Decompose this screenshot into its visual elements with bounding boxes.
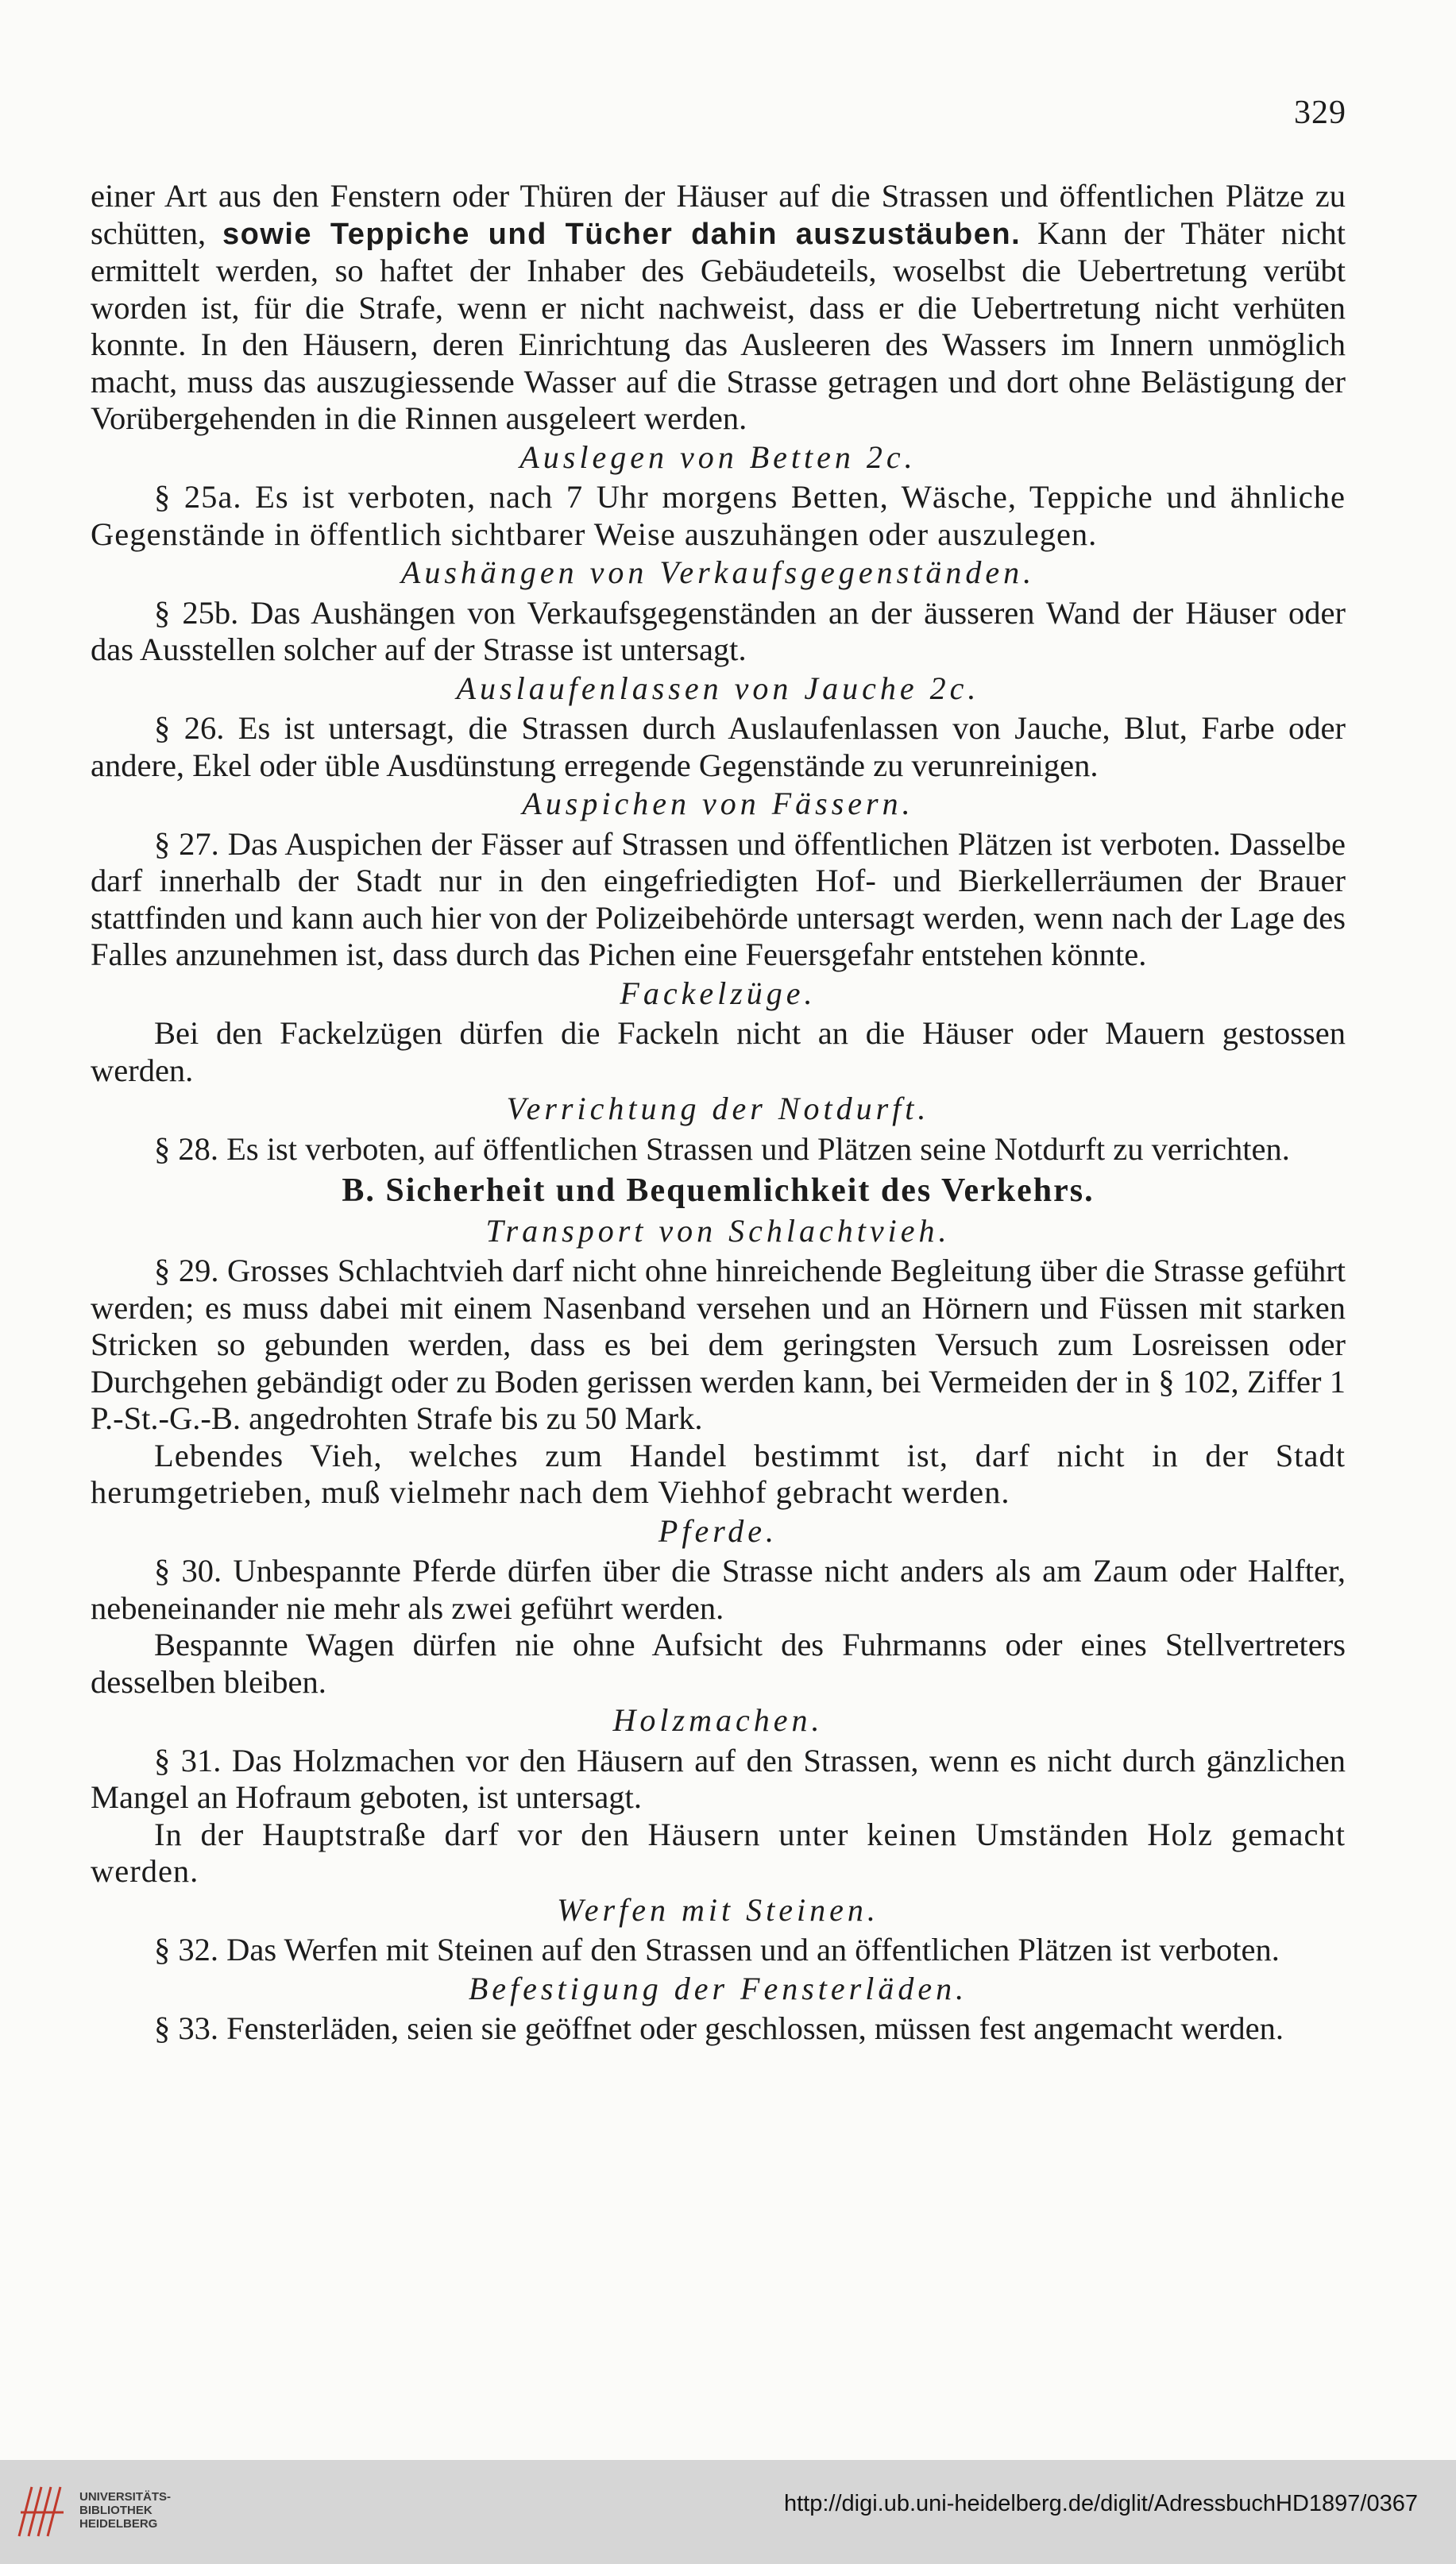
- emphasized-text: sowie Teppiche und Tücher dahin auszustäuben.: [222, 217, 1022, 251]
- heading-fackelzuege: Fackelzüge.: [620, 975, 817, 1011]
- heading-pferde: Pferde.: [658, 1512, 778, 1549]
- paragraph-31: § 31. Das Holzmachen vor den Häusern auf den Strassen, wenn es nicht durch gänzlichen Mangel an Hofraum geboten, ist untersagt.: [91, 1742, 1346, 1815]
- logo-line: BIBLIOTHEK: [79, 2504, 153, 2517]
- heading-fensterlaeden: Befestigung der Fensterläden.: [468, 1970, 968, 2006]
- heading-auspichen: Auspichen von Fässern.: [522, 786, 914, 821]
- heading-schlachtvieh: Transport von Schlachtvieh.: [485, 1212, 951, 1249]
- source-url-link[interactable]: http://digi.ub.uni-heidelberg.de/diglit/AdressbuchHD1897/0367: [783, 2491, 1418, 2516]
- library-logo[interactable]: [14, 2476, 173, 2547]
- paragraph-29: § 29. Grosses Schlachtvieh darf nicht ohne hinreichende Begleitung über die Strasse geführt werden; es muss dabei mit einem Nasenband versehen und an Hörnern und Füssen mit starken Stricken so gebunden werden, dass es bei dem geringsten Versuch zum Losreissen oder Durchgehen gebändigt oder zu Boden gerissen werden kann, bei Vermeiden der in § 102, Ziffer 1 P.-St.-G.-B. angedrohten Strafe bis zu 50 Mark.: [91, 1253, 1346, 1436]
- heading-auslegen-von-betten: Auslegen von Betten 2c.: [519, 438, 917, 475]
- heading-auslaufenlassen: Auslaufenlassen von Jauche 2c.: [456, 670, 980, 706]
- paragraph-hauptstrasse: In der Hauptstraße darf vor den Häusern unter keinen Umständen Holz gemacht werden.: [91, 1816, 1346, 1889]
- page-number: 329: [1294, 95, 1346, 131]
- footer-bar: [0, 2460, 1456, 2564]
- document-body: [91, 178, 1346, 2048]
- paragraph-lebendes-vieh: Lebendes Vieh, welches zum Handel bestimmt ist, darf nicht in der Stadt herumgetrieben, muß vielmehr nach dem Viehhof gebracht werden.: [91, 1437, 1346, 1510]
- paragraph-25a: § 25a. Es ist verboten, nach 7 Uhr morgens Betten, Wäsche, Teppiche und ähnliche Gegenstände in öffentlich sichtbarer Weise auszuhängen oder auszulegen.: [91, 479, 1346, 552]
- paragraph-30: § 30. Unbespannte Pferde dürfen über die Strasse nicht anders als am Zaum oder Halfter, nebeneinander nie mehr als zwei geführt werden.: [91, 1553, 1346, 1626]
- intro-text: einer Art aus den Fenstern oder Thüren der Häuser auf die Strassen und öffentlichen Plätze zu schütten,: [91, 178, 1346, 251]
- paragraph-intro: [91, 178, 1346, 438]
- library-logo-icon: [14, 2481, 70, 2543]
- heading-holzmachen: Holzmachen.: [612, 1702, 824, 1738]
- paragraph-33: § 33. Fensterläden, seien sie geöffnet oder geschlossen, müssen fest angemacht werden.: [154, 2010, 1284, 2046]
- intro-continuation: Kann der Thäter nicht ermittelt werden, so haftet der Inhaber des Gebäudeteils, woselbst die Uebertretung verübt worden ist, für die Strafe, wenn er nicht nachweist, dass er die Uebertretung nicht verhüten konnte. In den Häusern, deren Einrichtung das Ausleeren des Wassers im Innern unmöglich macht, muss das auszugiessende Wasser auf die Strasse getragen und dort ohne Belästigung der Vorübergehenden in die Rinnen ausgeleert werden.: [91, 214, 1346, 436]
- heading-aushaengen: Aushängen von Verkaufsgegenständen.: [400, 554, 1036, 590]
- paragraph-fackelzuege: Bei den Fackelzügen dürfen die Fackeln nicht an die Häuser oder Mauern gestossen werden.: [91, 1015, 1346, 1088]
- library-logo-text: [79, 2490, 171, 2531]
- paragraph-27: § 27. Das Auspichen der Fässer auf Strassen und öffentlichen Plätzen ist verboten. Dasselbe darf innerhalb der Stadt nur in den eingefriedigten Hof- und Bierkellerräumen der Brauer stattfinden und kann auch hier von der Polizeibehörde untersagt werden, wenn nach der Lage des Falles anzunehmen ist, dass durch das Pichen eine Feuersgefahr entstehen könnte.: [91, 825, 1346, 972]
- heading-werfen-mit-steinen: Werfen mit Steinen.: [557, 1891, 879, 1928]
- paragraph-32: § 32. Das Werfen mit Steinen auf den Strassen und an öffentlichen Plätzen ist verboten.: [154, 1932, 1280, 1967]
- heading-notdurft: Verrichtung der Notdurft.: [506, 1091, 930, 1126]
- paragraph-28: § 28. Es ist verboten, auf öffentlichen Strassen und Plätzen seine Notdurft zu verrichten.: [154, 1130, 1290, 1167]
- paragraph-bespannte-wagen: Bespannte Wagen dürfen nie ohne Aufsicht des Fuhrmanns oder eines Stellvertreters desselben bleiben.: [91, 1627, 1346, 1700]
- section-heading-b: B. Sicherheit und Bequemlichkeit des Verkehrs.: [342, 1172, 1095, 1209]
- logo-line: HEIDELBERG: [79, 2517, 158, 2531]
- paragraph-25b: § 25b. Das Aushängen von Verkaufsgegenständen an der äusseren Wand der Häuser oder das Ausstellen solcher auf der Strasse ist untersagt.: [91, 594, 1346, 667]
- paragraph-26: § 26. Es ist untersagt, die Strassen durch Auslaufenlassen von Jauche, Blut, Farbe oder andere, Ekel oder üble Ausdünstung erregende Gegenstände zu verunreinigen.: [91, 710, 1346, 783]
- logo-line: UNIVERSITÄTS-: [79, 2490, 172, 2504]
